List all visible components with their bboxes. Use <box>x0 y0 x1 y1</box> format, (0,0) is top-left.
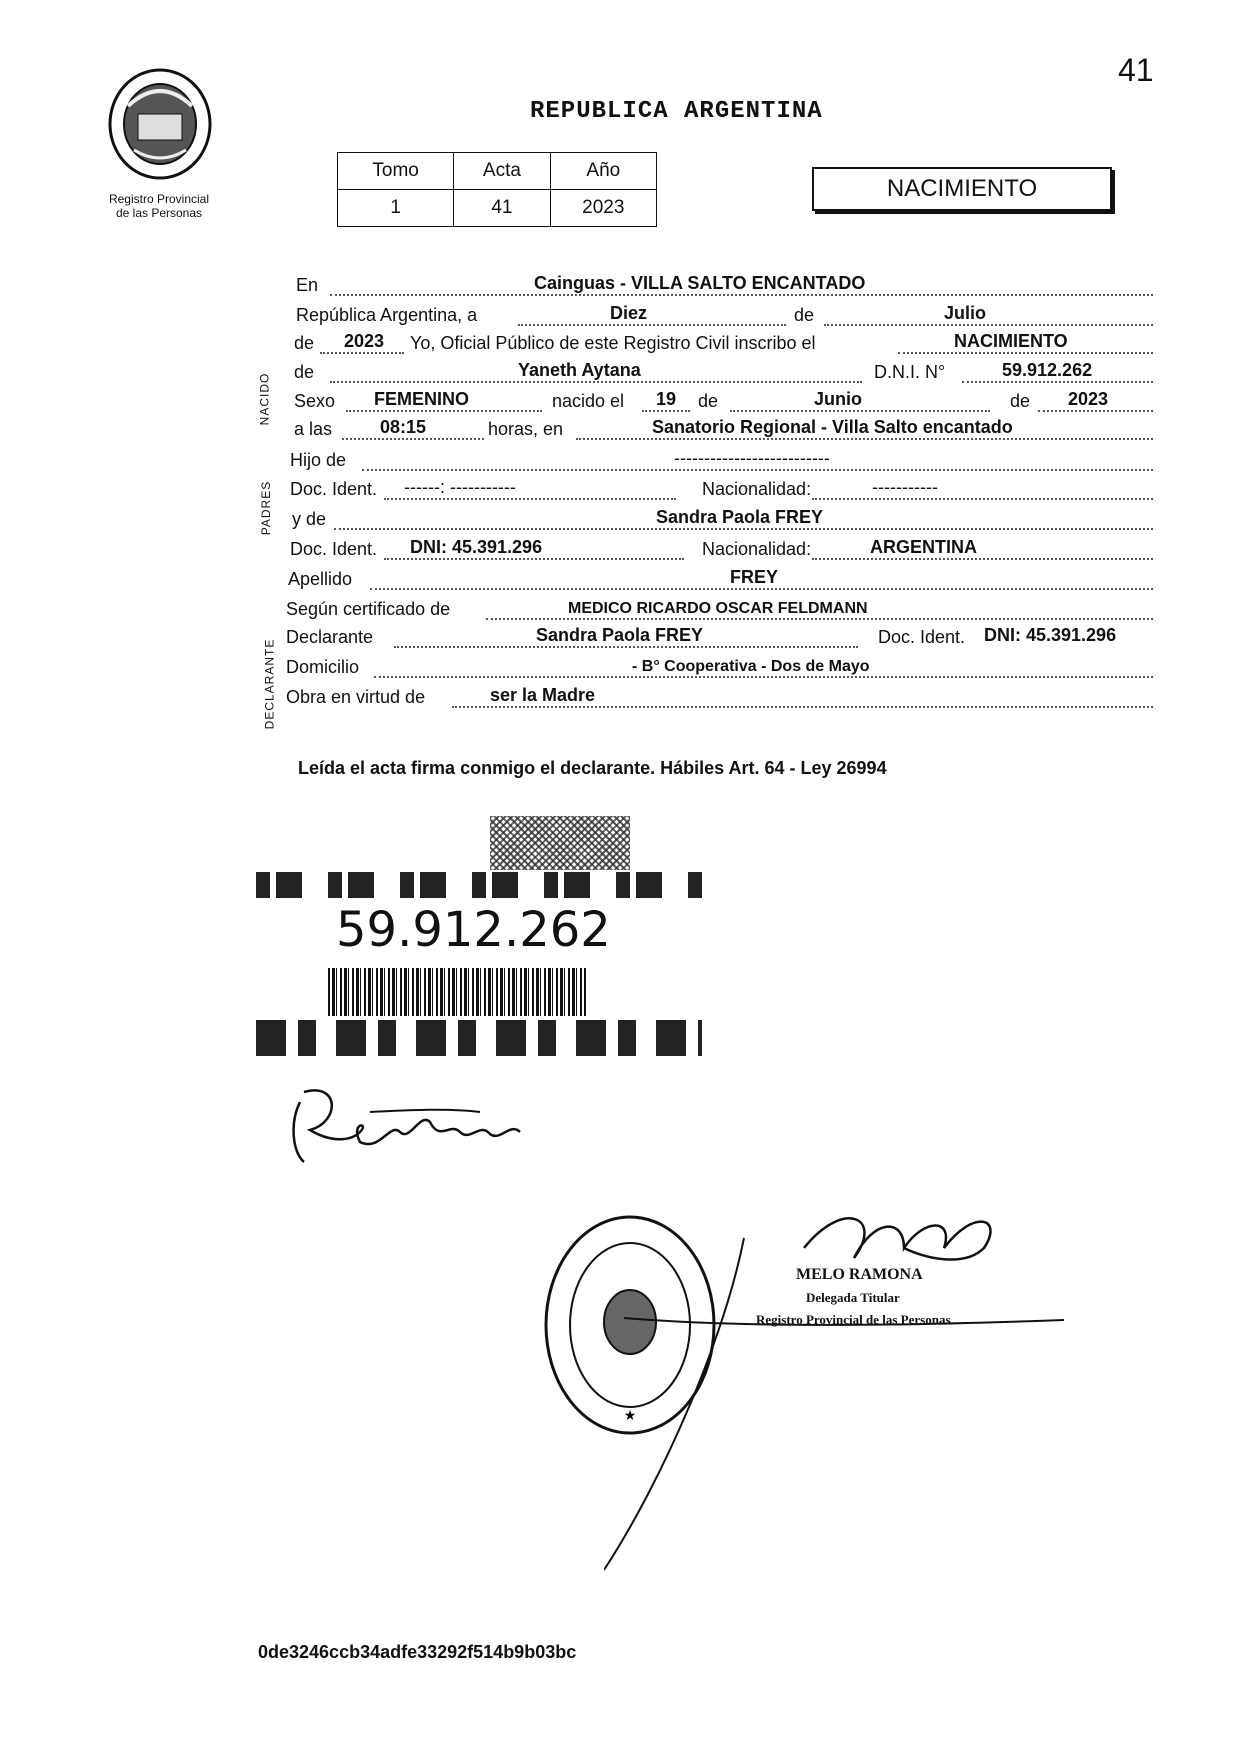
doc3-value: DNI: 45.391.296 <box>984 625 1117 645</box>
dni-value: 59.912.262 <box>1002 360 1093 380</box>
dotted-line <box>962 381 1153 383</box>
logo-caption-line-2: de las Personas <box>115 206 203 220</box>
horas-label: horas, en <box>488 419 564 439</box>
cert-label: Según certificado de <box>286 599 451 619</box>
acta-header: Acta <box>454 153 550 190</box>
official-signature <box>604 1178 1074 1578</box>
anio-header: Año <box>550 153 656 190</box>
field-row-name <box>290 355 1153 385</box>
record-type-box: NACIMIENTO <box>812 167 1112 211</box>
official-name: MELO RAMONA <box>796 1266 923 1283</box>
father-value: -------------------------- <box>674 448 830 468</box>
doc1-value: ------: ----------- <box>404 477 516 497</box>
registry-table <box>337 152 657 227</box>
page-number: 41 <box>1118 52 1154 88</box>
field-row-surname <box>290 562 1153 592</box>
dotted-line <box>320 352 404 354</box>
dotted-line <box>898 352 1153 354</box>
tomo-header: Tomo <box>338 153 454 190</box>
apellido-value: FREY <box>730 567 779 587</box>
de4-label: de <box>698 391 719 411</box>
year-value: 2023 <box>344 331 385 351</box>
document-title: REPUBLICA ARGENTINA <box>530 98 823 125</box>
de3-label: de <box>294 362 315 382</box>
dotted-line <box>374 676 1153 678</box>
dotted-line <box>452 706 1153 708</box>
nac2-label: Nacionalidad: <box>702 539 812 559</box>
apellido-label: Apellido <box>288 569 353 589</box>
birth-month-value: Junio <box>814 389 862 409</box>
doc3-label: Doc. Ident. <box>878 627 966 647</box>
de2-label: de <box>294 333 315 353</box>
logo-caption <box>84 192 234 220</box>
dotted-line <box>330 381 862 383</box>
field-row-act <box>290 326 1153 356</box>
dotted-line <box>342 438 484 440</box>
de-label: de <box>794 305 815 325</box>
barcode <box>328 968 586 1016</box>
registry-value-row <box>338 190 657 227</box>
cert-value: MEDICO RICARDO OSCAR FELDMANN <box>568 600 868 617</box>
yo-text: Yo, Oficial Público de este Registro Civil inscribo el <box>410 333 816 353</box>
day-value: Diez <box>610 303 648 323</box>
birth-year-value: 2023 <box>1068 389 1109 409</box>
svg-text:★: ★ <box>623 1407 637 1423</box>
dotted-line <box>362 469 1153 471</box>
dotted-line <box>576 438 1153 440</box>
field-row-mother <box>290 502 1153 532</box>
side-label-declarante: DECLARANTE <box>262 638 277 730</box>
yde-label: y de <box>292 509 327 529</box>
acta-value: 41 <box>454 190 550 227</box>
field-row-date <box>290 298 1153 328</box>
doc1-label: Doc. Ident. <box>290 479 378 499</box>
logo-caption-line-1: Registro Provincial <box>108 192 210 206</box>
month-value: Julio <box>944 303 987 323</box>
act-value: NACIMIENTO <box>954 331 1068 351</box>
en-value: Cainguas - VILLA SALTO ENCANTADO <box>534 273 866 293</box>
declarant-signature <box>280 1082 540 1172</box>
official-title: Delegada Titular <box>806 1290 900 1305</box>
en-label: En <box>296 275 319 295</box>
field-row-mother-doc <box>290 532 1153 562</box>
side-label-padres: PADRES <box>259 480 274 536</box>
dotted-line <box>384 558 684 560</box>
dotted-line <box>334 528 1153 530</box>
obra-value: ser la Madre <box>490 685 596 705</box>
doc2-label: Doc. Ident. <box>290 539 378 559</box>
document-hash: 0de3246ccb34adfe33292f514b9b03bc <box>258 1642 577 1662</box>
mother-value: Sandra Paola FREY <box>656 507 824 527</box>
doc2-value: DNI: 45.391.296 <box>410 537 543 557</box>
nacido-label: nacido el <box>552 391 625 411</box>
sexo-value: FEMENINO <box>374 389 470 409</box>
official-office: Registro Provincial de las Personas <box>756 1312 951 1327</box>
name-value: Yaneth Aytana <box>518 360 641 380</box>
de5-label: de <box>1010 391 1031 411</box>
dom-value: - B° Cooperativa - Dos de Mayo <box>632 658 870 675</box>
field-row-declarant <box>286 620 1153 650</box>
field-row-en <box>290 268 1153 298</box>
time-value: 08:15 <box>380 417 427 437</box>
field-row-time <box>290 412 1153 442</box>
decl-label: Declarante <box>286 627 374 647</box>
dotted-line <box>330 294 1153 296</box>
field-row-father <box>290 443 1153 473</box>
hijo-label: Hijo de <box>290 450 347 470</box>
security-hologram <box>490 816 630 870</box>
obra-label: Obra en virtud de <box>286 687 426 707</box>
nac2-value: ARGENTINA <box>870 537 977 557</box>
nac1-label: Nacionalidad: <box>702 479 812 499</box>
legal-text: Leída el acta firma conmigo el declarante. Hábiles Art. 64 - Ley 26994 <box>298 758 887 778</box>
nac1-value: ----------- <box>872 477 938 497</box>
dotted-line <box>370 588 1153 590</box>
anio-value: 2023 <box>550 190 656 227</box>
dotted-line <box>812 558 1153 560</box>
place-value: Sanatorio Regional - Villa Salto encantado <box>652 417 1013 437</box>
dotted-line <box>384 498 676 500</box>
decl-value: Sandra Paola FREY <box>536 625 704 645</box>
alas-label: a las <box>294 419 333 439</box>
field-row-father-doc <box>290 472 1153 502</box>
field-row-sex <box>290 384 1153 414</box>
security-band-top <box>256 872 702 898</box>
field-row-certificate <box>286 592 1153 622</box>
dotted-line <box>812 498 1153 500</box>
dni-label: D.N.I. N° <box>874 362 946 382</box>
field-row-address <box>286 650 1153 680</box>
birth-day-value: 19 <box>656 389 677 409</box>
dotted-line <box>394 646 858 648</box>
sexo-label: Sexo <box>294 391 336 411</box>
field-row-capacity <box>286 680 1153 710</box>
registry-header-row <box>338 153 657 190</box>
tomo-value: 1 <box>338 190 454 227</box>
id-number: 59.912.262 <box>336 902 611 958</box>
security-band-bottom <box>256 1020 702 1056</box>
province-logo <box>100 66 220 184</box>
dom-label: Domicilio <box>286 657 360 677</box>
rep-label: República Argentina, a <box>296 305 478 325</box>
side-label-nacido: NACIDO <box>257 372 272 426</box>
province-logo-icon <box>100 66 220 184</box>
